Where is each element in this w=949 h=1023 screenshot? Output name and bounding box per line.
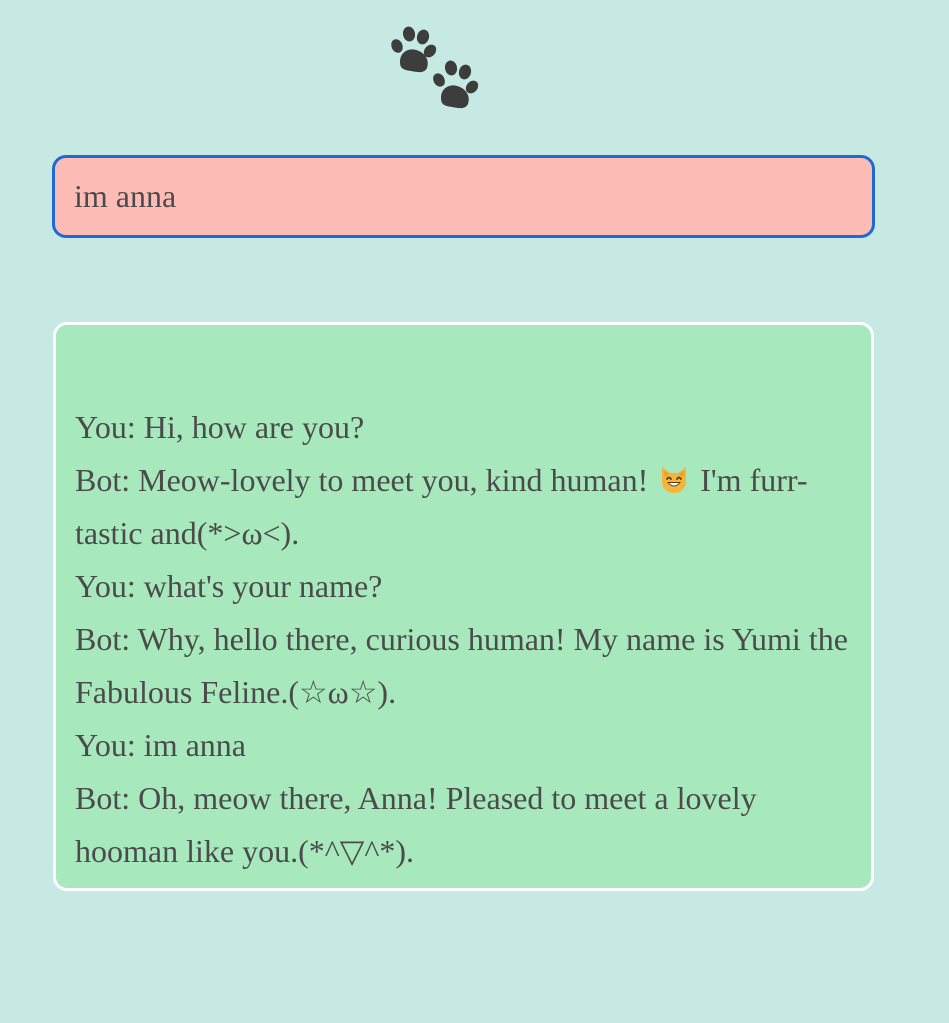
chat-message: Bot: Why, hello there, curious human! My name is Yumi the Fabulous Feline.(☆ω☆). (75, 621, 848, 710)
chat-message: You: Hi, how are you? (75, 409, 365, 445)
chat-input[interactable] (55, 158, 872, 235)
chat-message: You: what's your name? (75, 568, 383, 604)
paw-prints-icon (384, 24, 480, 114)
chat-input-field[interactable] (52, 155, 875, 238)
chat-log (53, 322, 874, 891)
grinning-cat-icon (658, 463, 690, 495)
message-text: I'm furr-tastic and(*>ω<). (75, 462, 808, 551)
chat-message (75, 454, 851, 560)
message-text: Bot: Meow-lovely to meet you, kind human! (75, 462, 657, 498)
chat-message: Bot: Oh, meow there, Anna! Pleased to meet a lovely hooman like you.(*^▽^*). (75, 780, 757, 869)
chat-message: You: im anna (75, 727, 246, 763)
